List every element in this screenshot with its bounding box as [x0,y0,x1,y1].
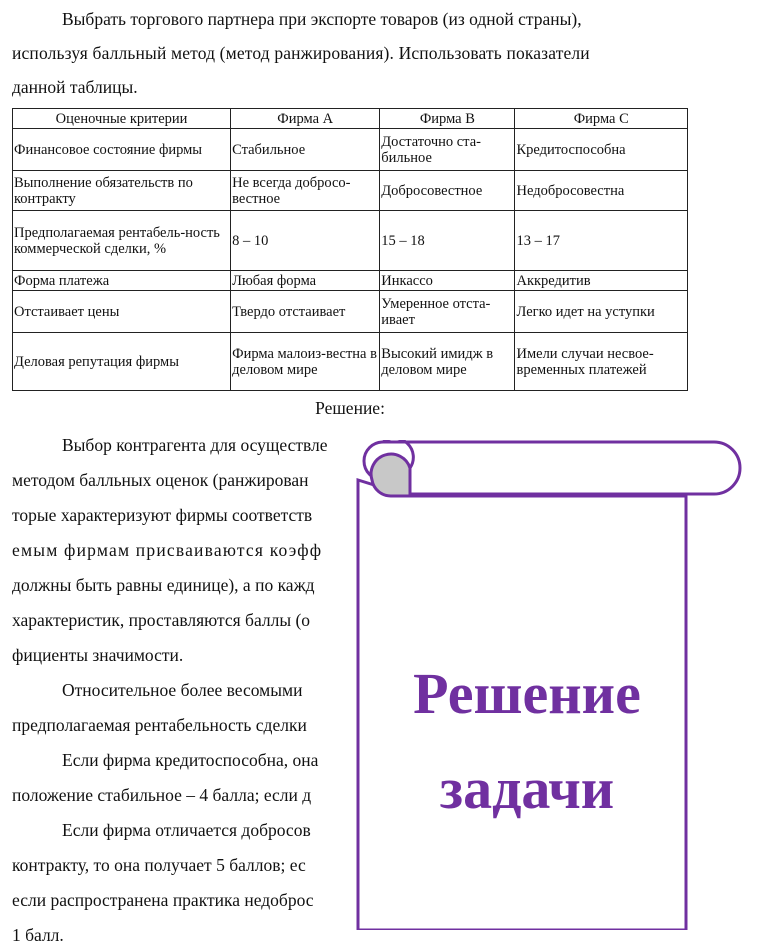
table-cell: Недобросовестна [515,171,688,211]
body-line: 1 балл. [12,925,64,945]
table-row [13,333,688,391]
body-line: Относительное более весомыми [62,680,303,700]
body-line: положение стабильное – 4 балла; если д [12,785,312,805]
criteria-table [12,108,688,391]
table-row [13,291,688,333]
table-cell: Не всегда добросо-вестное [231,171,380,211]
table-cell: Деловая репутация фирмы [13,333,231,391]
table-cell: Высокий имидж в деловом мире [380,333,515,391]
table-cell: Умеренное отста-ивает [380,291,515,333]
body-line: контракту, то она получает 5 баллов; ес [12,855,306,875]
body-line: предполагаемая рентабельность сделки [12,715,307,735]
table-cell: Достаточно ста-бильное [380,129,515,171]
table-cell: Фирма малоиз-вестна в деловом мире [231,333,380,391]
table-cell: Твердо отстаивает [231,291,380,333]
body-line: должны быть равны единице), а по кажд [12,575,315,595]
table-cell: Добросовестное [380,171,515,211]
body-line: торые характеризуют фирмы соответств [12,505,313,525]
header-firm-b: Фирма В [380,109,515,129]
intro-line-3: данной таблицы. [12,77,138,97]
body-line: емым фирмам присваиваются коэфф [12,540,323,560]
body-line: фициенты значимости. [12,645,184,665]
body-line: Если фирма кредитоспособна, она [62,750,319,770]
table-cell: Кредитоспособна [515,129,688,171]
table-cell: Стабильное [231,129,380,171]
header-criteria: Оценочные критерии [13,109,231,129]
body-line: характеристик, проставляются баллы (о [12,610,311,630]
table-cell: Форма платежа [13,271,231,291]
table-cell: Аккредитив [515,271,688,291]
table-header-row [13,109,688,129]
table-cell: Легко идет на уступки [515,291,688,333]
body-line: Если фирма отличается добросов [62,820,311,840]
body-line: Выбор контрагента для осуществле [62,435,328,455]
table-cell: Имели случаи несвое-временных платежей [515,333,688,391]
header-firm-a: Фирма А [231,109,380,129]
table-row [13,211,688,271]
body-line: методом балльных оценок (ранжирован [12,470,309,490]
table-row [13,129,688,171]
table-cell: Любая форма [231,271,380,291]
table-cell: Инкассо [380,271,515,291]
table-row [13,171,688,211]
table-cell: Финансовое состояние фирмы [13,129,231,171]
table-cell: Выполнение обязательств по контракту [13,171,231,211]
table-row [13,271,688,291]
table-cell: Отстаивает цены [13,291,231,333]
intro-line-2: используя балльный метод (метод ранжирования). Использовать показатели [12,43,590,63]
table-cell: 8 – 10 [231,211,380,271]
scroll-title-line-2: задачи [439,756,615,821]
table-cell: 13 – 17 [515,211,688,271]
scroll-title-line-1: Решение [413,661,641,726]
table-cell: Предполагаемая рентабель-ность коммерческой сделки, % [13,211,231,271]
solution-heading: Решение: [315,398,385,418]
table-cell: 15 – 18 [380,211,515,271]
header-firm-c: Фирма С [515,109,688,129]
intro-line-1: Выбрать торгового партнера при экспорте товаров (из одной страны), [62,9,582,29]
body-line: если распространена практика недоброс [12,890,314,910]
